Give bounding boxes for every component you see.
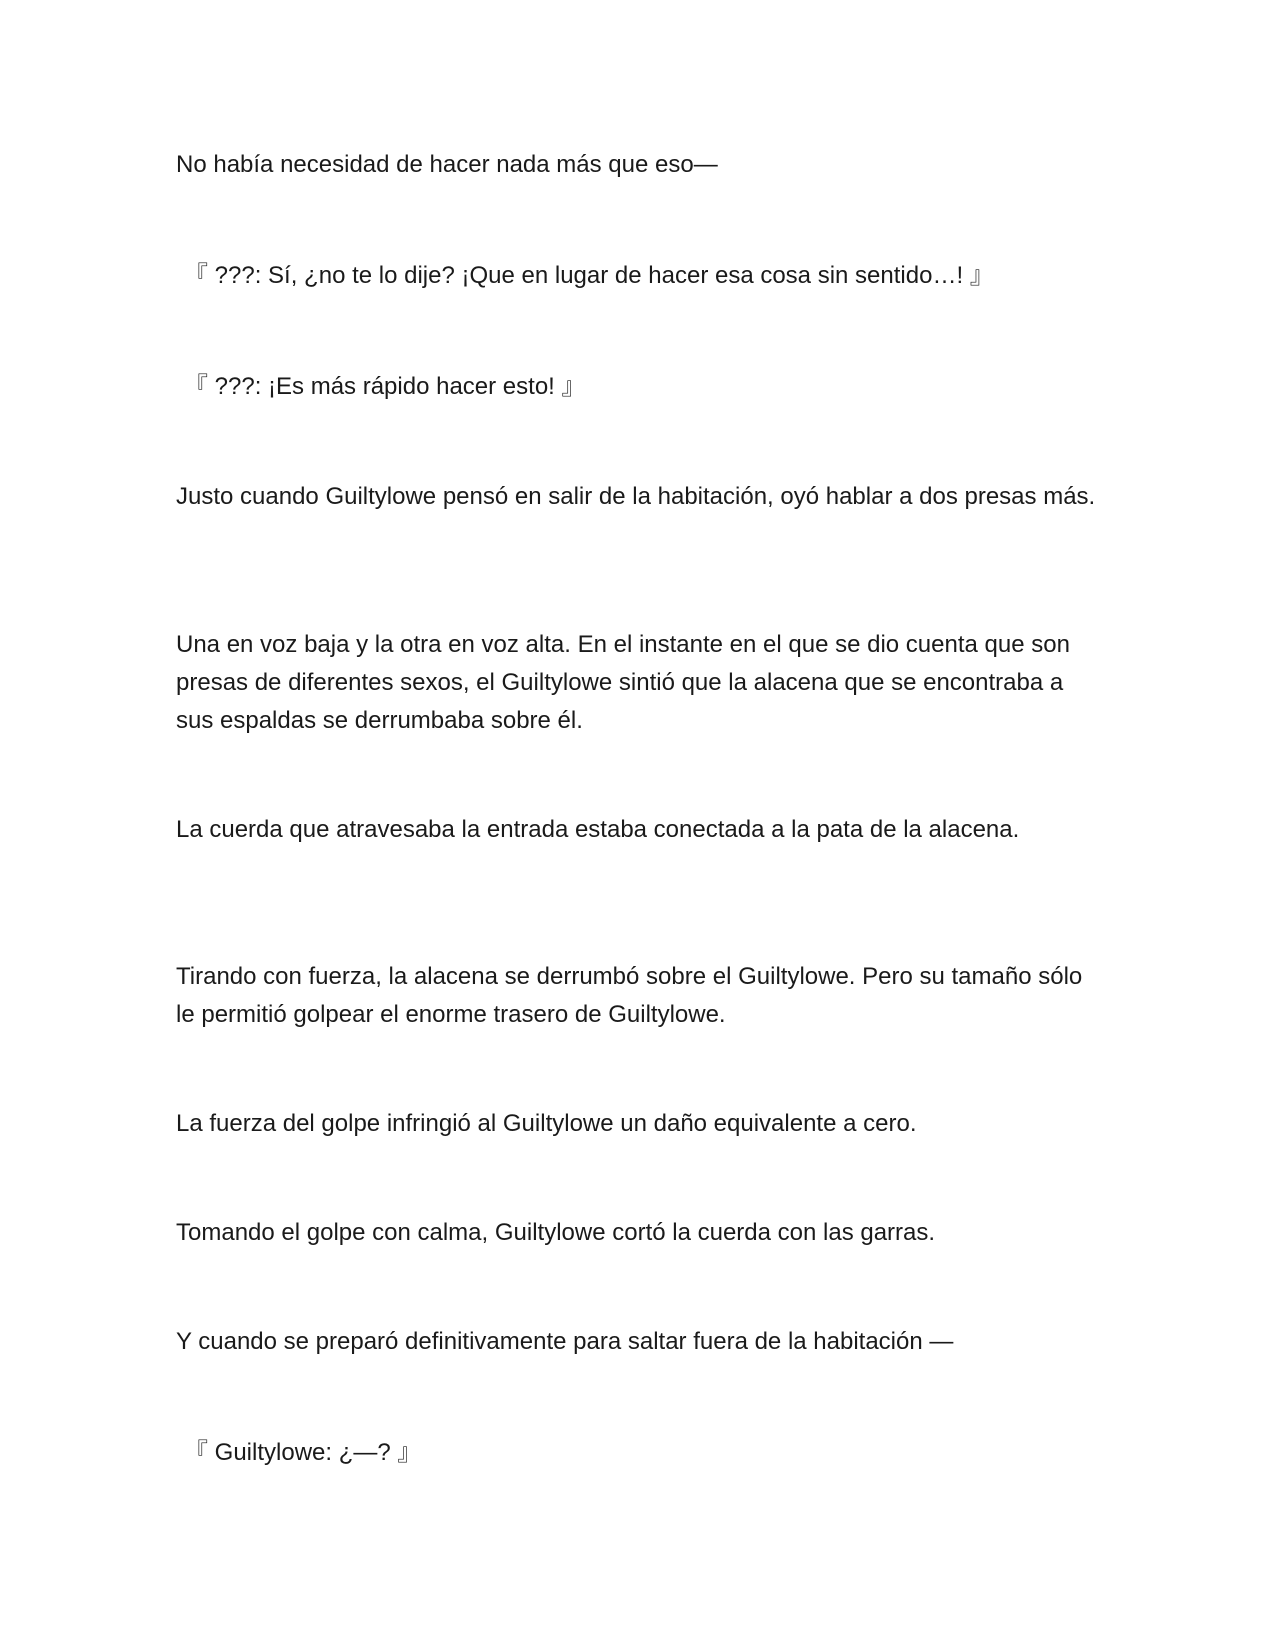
dialogue-line-2: 『 ???: ¡Es más rápido hacer esto! 』 [184,373,586,400]
paragraph-6: La fuerza del golpe infringió al Guiltylowe un daño equivalente a cero. [176,1110,917,1137]
paragraph-2: Justo cuando Guiltylowe pensó en salir de la habitación, oyó hablar a dos presas más. [176,483,1096,510]
paragraph-8: Y cuando se preparó definitivamente para saltar fuera de la habitación — [176,1328,954,1355]
paragraph-1: No había necesidad de hacer nada más que eso— [176,151,718,178]
paragraph-7: Tomando el golpe con calma, Guiltylowe cortó la cuerda con las garras. [176,1219,936,1246]
paragraph-3: Una en voz baja y la otra en voz alta. En el instante en el que se dio cuenta que son presas de diferentes sexos, el Guiltylowe sintió que la alacena que se encontraba a sus espaldas se derrumbaba sobre él. [176,631,1070,734]
dialogue-line-3: 『 Guiltylowe: ¿—? 』 [184,1439,422,1466]
paragraph-4: La cuerda que atravesaba la entrada estaba conectada a la pata de la alacena. [176,816,1020,843]
paragraph-5: Tirando con fuerza, la alacena se derrumbó sobre el Guiltylowe. Pero su tamaño sólo le permitió golpear el enorme trasero de Guiltylowe. [176,963,1083,1028]
dialogue-line-1: 『 ???: Sí, ¿no te lo dije? ¡Que en lugar de hacer esa cosa sin sentido…! 』 [184,262,994,289]
